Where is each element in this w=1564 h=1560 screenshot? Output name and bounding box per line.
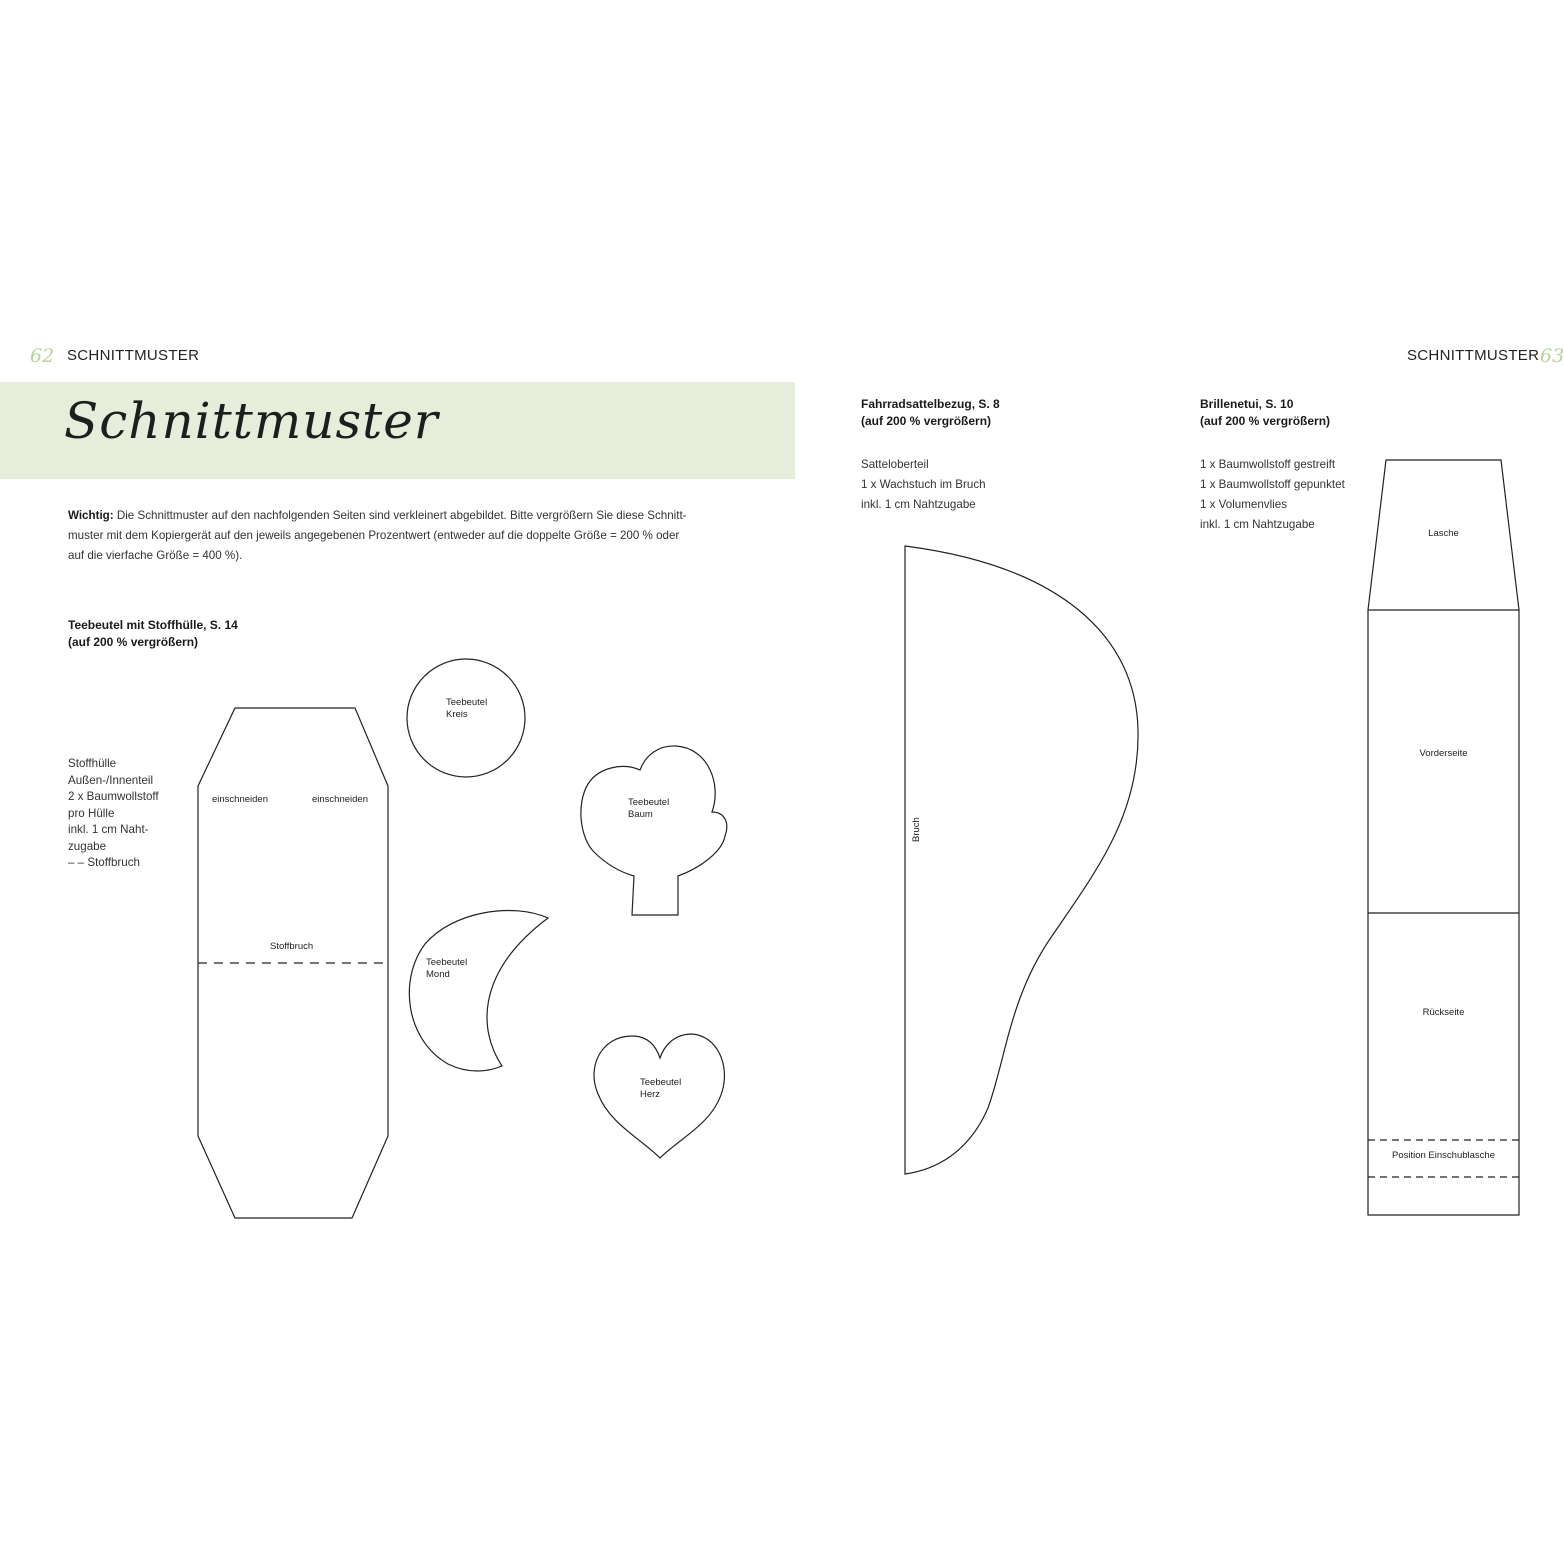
mond-label-line: Teebeutel bbox=[426, 957, 468, 968]
saddle-subtitle: (auf 200 % vergrößern) bbox=[861, 414, 992, 428]
pocket-position-label: Position Einschublasche bbox=[1392, 1150, 1495, 1161]
info-line: 1 x Volumenvlies bbox=[1200, 498, 1287, 511]
herz-label bbox=[640, 1077, 681, 1101]
herz-label-line: Herz bbox=[640, 1089, 661, 1100]
saddle-heading bbox=[861, 396, 1000, 430]
running-header-left: SCHNITTMUSTER bbox=[67, 347, 200, 364]
glasses-case-outline bbox=[1368, 460, 1519, 1215]
kreis-label-line: Teebeutel bbox=[446, 697, 488, 708]
page-number-right: 63 bbox=[1540, 345, 1564, 367]
teebeutel-mond-shape bbox=[409, 910, 548, 1071]
teebeutel-baum-shape bbox=[581, 746, 727, 915]
info-line: pro Hülle bbox=[68, 806, 115, 820]
glasses-heading bbox=[1200, 396, 1330, 430]
intro-bold: Wichtig: bbox=[68, 509, 114, 522]
intro-line-2: muster mit dem Kopiergerät auf den jeweils angegebenen Prozentwert (entweder auf die doppelte Größe = 200 % oder bbox=[68, 529, 680, 542]
baum-label-line: Teebeutel bbox=[628, 797, 670, 808]
info-line: inkl. 1 cm Naht- bbox=[68, 823, 149, 836]
info-line: 1 x Baumwollstoff gepunktet bbox=[1200, 478, 1345, 491]
mond-label-line: Mond bbox=[426, 969, 450, 980]
teebeutel-subtitle: (auf 200 % vergrößern) bbox=[68, 635, 199, 649]
info-line: – – Stoffbruch bbox=[68, 856, 140, 869]
herz-label-line: Teebeutel bbox=[640, 1077, 682, 1088]
running-header-right: SCHNITTMUSTER bbox=[1407, 347, 1540, 364]
info-line: Stoffhülle bbox=[68, 757, 117, 770]
saddle-fold-label: Bruch bbox=[911, 817, 922, 842]
saddle-info bbox=[861, 455, 986, 515]
saddle-outline bbox=[905, 546, 1138, 1174]
page-number-left: 62 bbox=[30, 345, 55, 367]
saddle-title: Fahrradsattelbezug, S. 8 bbox=[861, 397, 1000, 411]
info-line: 1 x Baumwollstoff gestreift bbox=[1200, 458, 1336, 471]
info-line: inkl. 1 cm Nahtzugabe bbox=[861, 498, 976, 511]
kreis-label-line: Kreis bbox=[446, 709, 468, 720]
back-label: Rückseite bbox=[1422, 1007, 1465, 1018]
info-line: 2 x Baumwollstoff bbox=[68, 790, 159, 803]
mond-label bbox=[426, 957, 467, 981]
glasses-info bbox=[1200, 455, 1345, 535]
intro-line-1: Die Schnittmuster auf den nachfolgenden Seiten sind verkleinert abgebildet. Bitte vergrößern Sie diese Schnitt- bbox=[113, 509, 687, 522]
cut-label-left: einschneiden bbox=[212, 794, 268, 805]
front-label: Vorderseite bbox=[1419, 748, 1468, 759]
info-line: inkl. 1 cm Nahtzugabe bbox=[1200, 518, 1315, 531]
info-line: 1 x Wachstuch im Bruch bbox=[861, 478, 986, 491]
info-line: Satteloberteil bbox=[861, 458, 929, 471]
glasses-subtitle: (auf 200 % vergrößern) bbox=[1200, 414, 1331, 428]
intro-line-3: auf die vierfache Größe = 400 %). bbox=[68, 549, 243, 562]
info-line: Außen-/Innenteil bbox=[68, 773, 154, 787]
cut-label-right: einschneiden bbox=[312, 794, 368, 805]
flap-label: Lasche bbox=[1428, 528, 1459, 539]
page-title: Schnittmuster bbox=[64, 392, 439, 450]
teebeutel-title: Teebeutel mit Stoffhülle, S. 14 bbox=[68, 618, 238, 632]
kreis-label bbox=[446, 697, 487, 721]
info-line: zugabe bbox=[68, 839, 107, 853]
baum-label bbox=[628, 797, 669, 821]
baum-label-line: Baum bbox=[628, 809, 653, 820]
glasses-title: Brillenetui, S. 10 bbox=[1200, 397, 1294, 411]
fold-label: Stoffbruch bbox=[270, 941, 314, 952]
